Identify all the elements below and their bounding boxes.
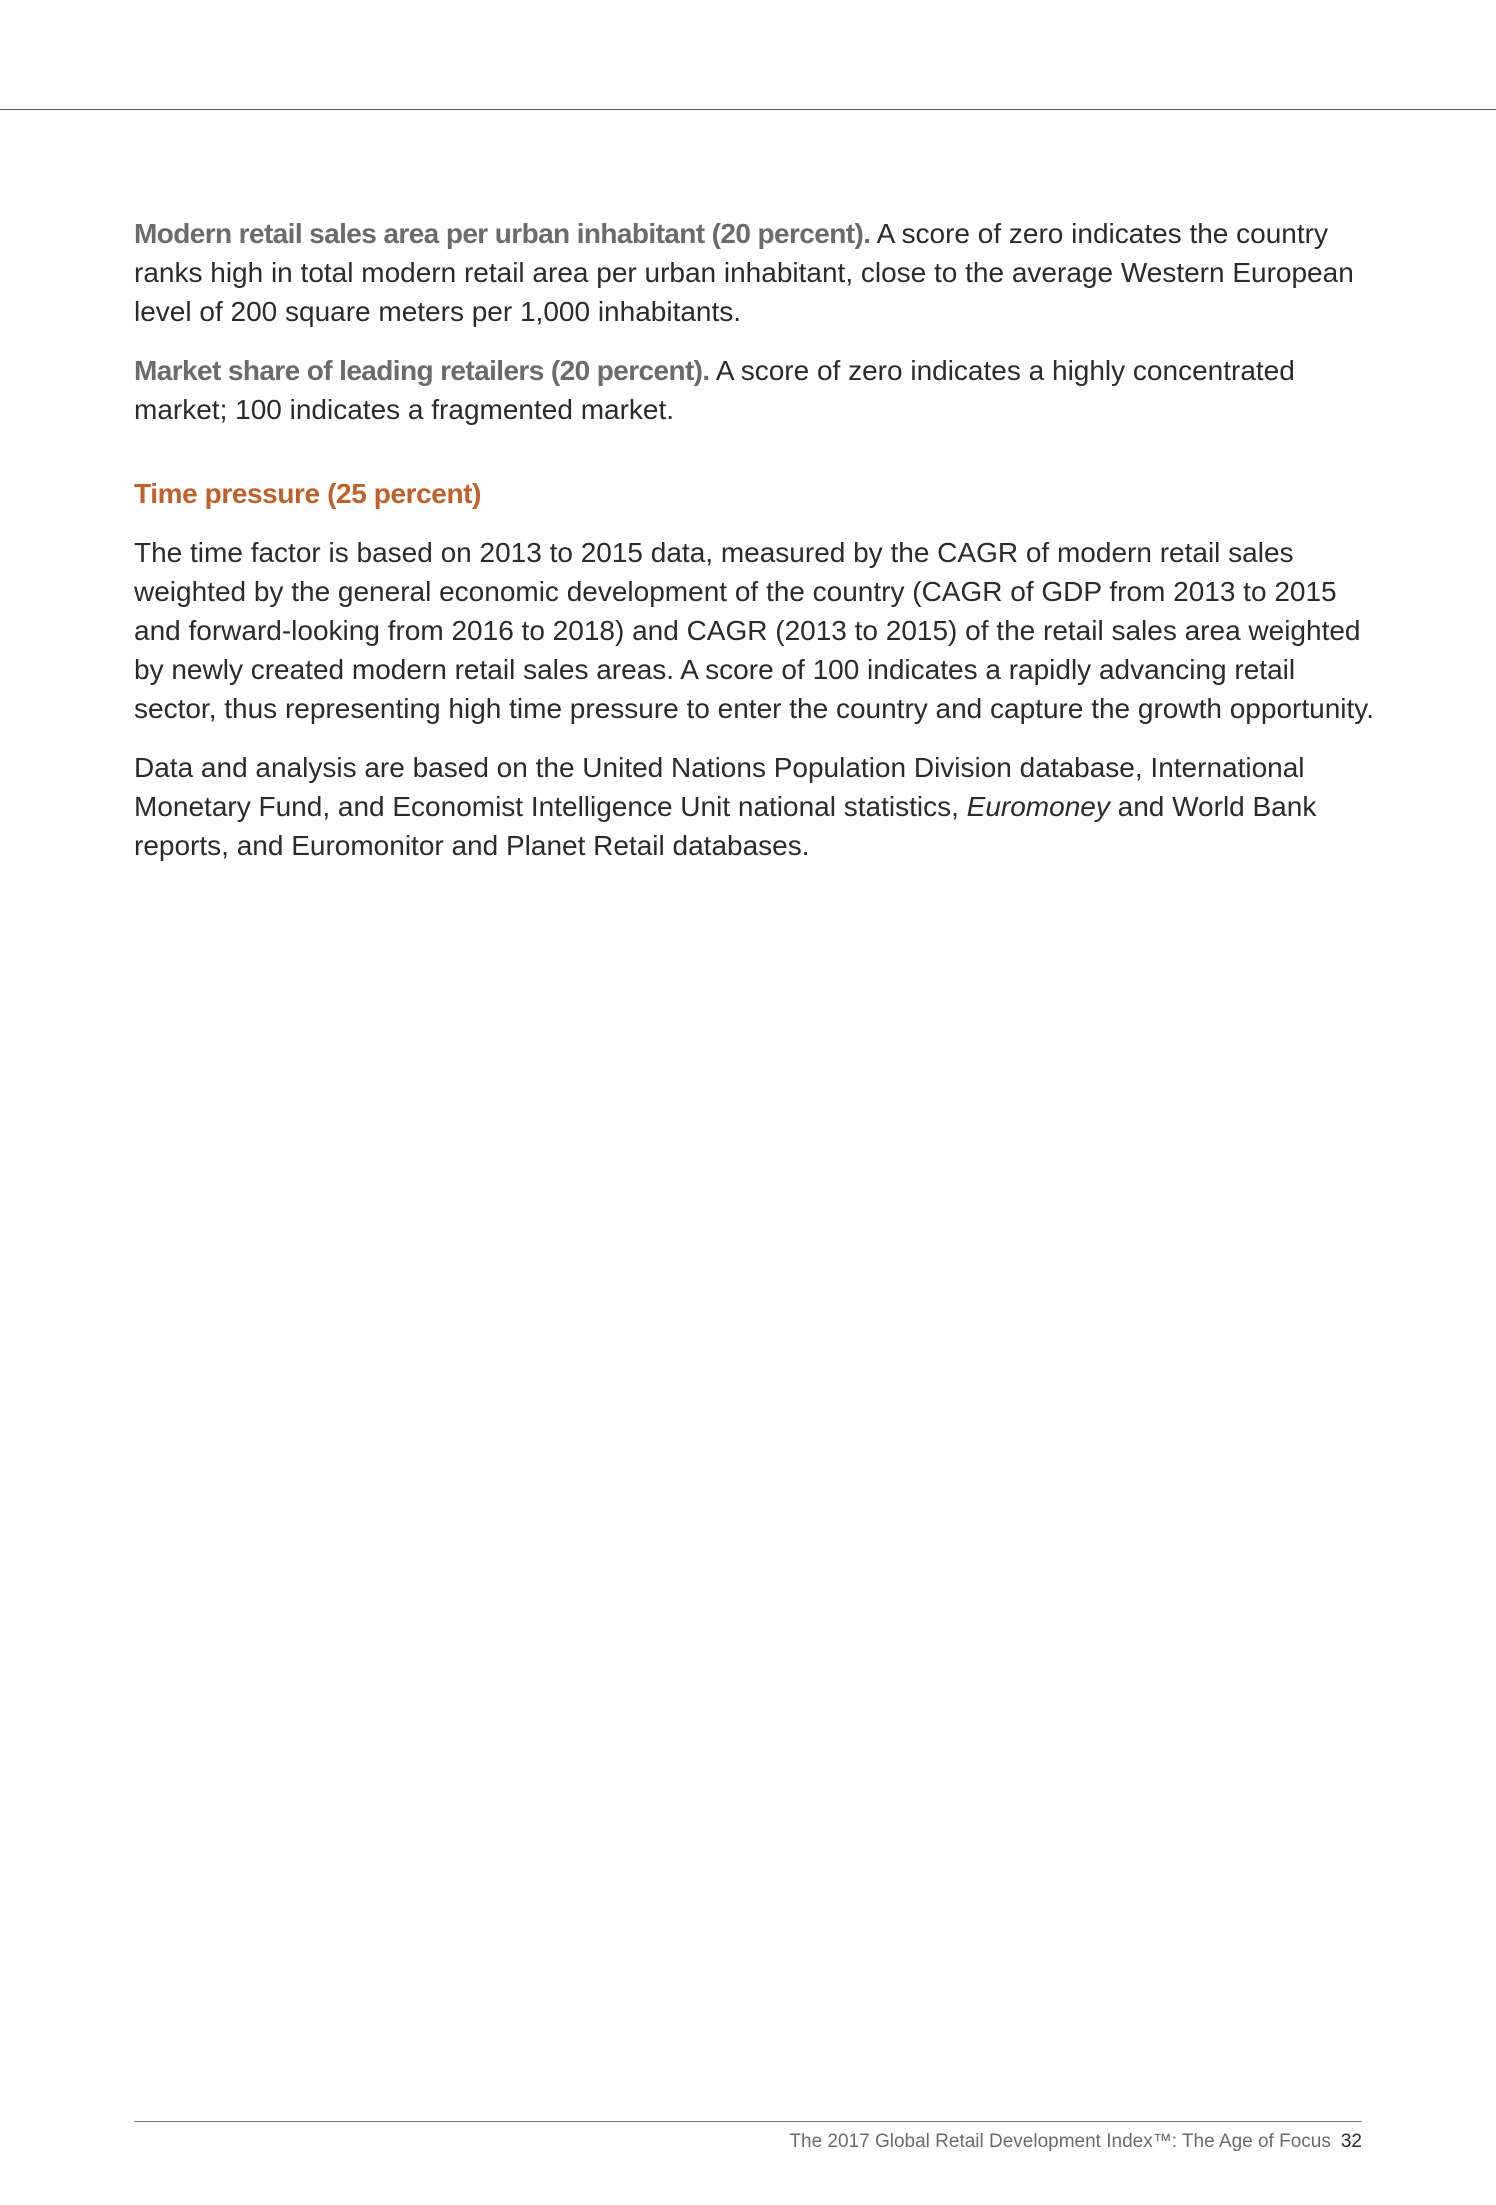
sales-area-text: A score of zero indicates the country ranks high in total modern retail area per urban inhabitant, close to the average Western European level of 200 square meters per 1,000 inhabitants.	[134, 218, 1354, 327]
page-number: 32	[1340, 2131, 1362, 2152]
market-share-text: A score of zero indicates a highly concentrated market; 100 indicates a fragmented market.	[134, 355, 1295, 425]
time-pressure-heading: Time pressure (25 percent)	[134, 478, 482, 509]
sources-text-after: and World Bank reports, and Euromonitor and Planet Retail databases.	[134, 791, 1317, 861]
top-divider	[0, 109, 1496, 110]
footer-divider	[134, 2121, 1362, 2122]
sources-italic: Euromoney	[966, 791, 1110, 822]
sources-paragraph	[134, 748, 1374, 865]
page-footer	[789, 2129, 1362, 2155]
footer-title: The 2017 Global Retail Development Index™: The Age of Focus	[789, 2131, 1331, 2152]
market-share-paragraph	[134, 351, 1374, 429]
time-pressure-body: The time factor is based on 2013 to 2015 data, measured by the CAGR of modern retail sales weighted by the general economic development of the country (CAGR of GDP from 2013 to 2015 and forward-looking from 2016 to 2018) and CAGR (2013 to 2015) of the retail sales area weighted by newly created modern retail sales areas. A score of 100 indicates a rapidly advancing retail sector, thus representing high time pressure to enter the country and capture the growth opportunity.	[134, 537, 1374, 724]
sales-area-lead: Modern retail sales area per urban inhabitant (20 percent).	[134, 218, 871, 249]
market-share-lead: Market share of leading retailers (20 percent).	[134, 355, 710, 386]
sales-area-paragraph	[134, 214, 1374, 331]
page-content	[134, 214, 1374, 885]
sources-text-before: Data and analysis are based on the United Nations Population Division database, International Monetary Fund, and Economist Intelligence Unit national statistics,	[134, 752, 1305, 822]
